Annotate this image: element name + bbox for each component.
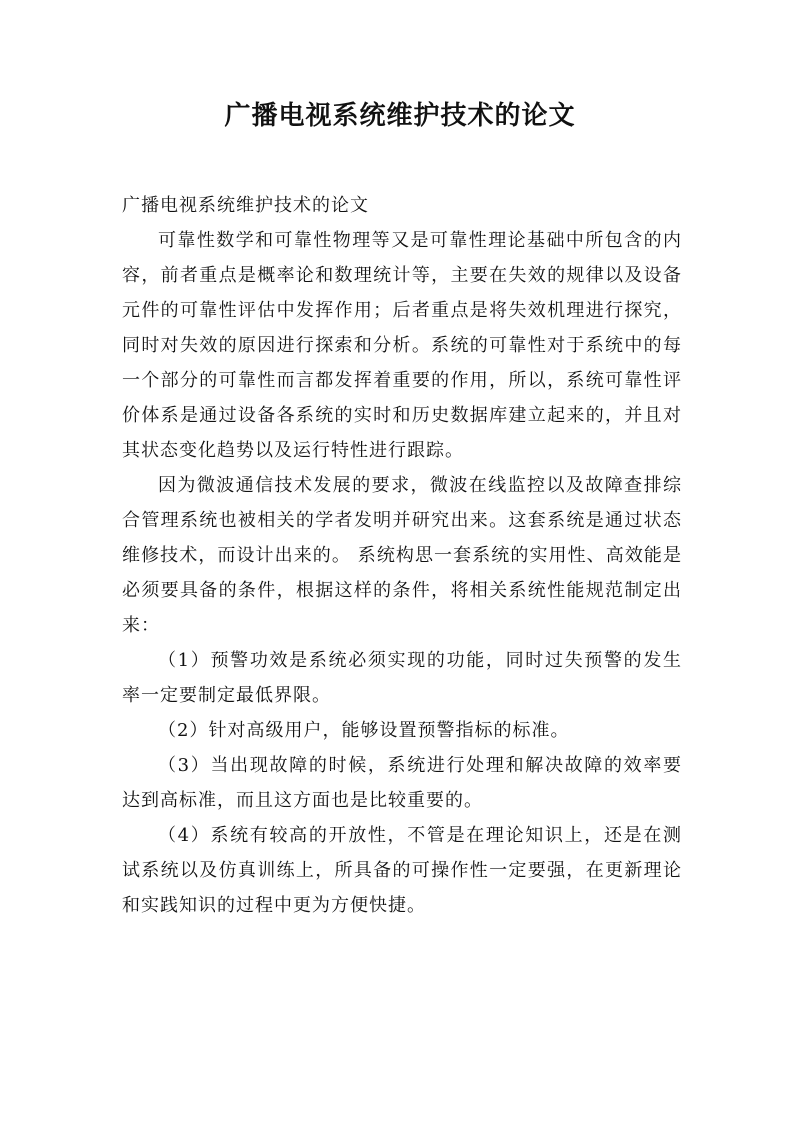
document-title: 广播电视系统维护技术的论文 — [224, 101, 576, 131]
list-item-3: （3）当出现故障的时候，系统进行处理和解决故障的效率要达到高标准，而且这方面也是比较重要的。 — [122, 755, 682, 811]
document-body — [122, 188, 682, 923]
list-item-1: （1）预警功效是系统必须实现的功能，同时过失预警的发生率一定要制定最低界限。 — [122, 650, 682, 706]
list-item-4: （4）系统有较高的开放性，不管是在理论知识上，还是在测试系统以及仿真训练上，所具备的可操作性一定要强，在更新理论和实践知识的过程中更为方便快捷。 — [122, 825, 682, 916]
list-item-2: （2）针对高级用户，能够设置预警指标的标准。 — [158, 720, 570, 741]
paragraph-1: 可靠性数学和可靠性物理等又是可靠性理论基础中所包含的内容，前者重点是概率论和数理统计等，主要在失效的规律以及设备元件的可靠性评估中发挥作用；后者重点是将失效机理进行探究，同时对失效的原因进行探索和分析。系统的可靠性对于系统中的每一个部分的可靠性而言都发挥着重要的作用，所以，系统可靠性评价体系是通过设备各系统的实时和历史数据库建立起来的，并且对其状态变化趋势以及运行特性进行跟踪。 — [122, 230, 682, 461]
paragraph-2: 因为微波通信技术发展的要求，微波在线监控以及故障查排综合管理系统也被相关的学者发明并研究出来。这套系统是通过状态维修技术，而设计出来的。 系统构思一套系统的实用性、高效能是必须要具备的条件，根据这样的条件，将相关系统性能规范制定出来： — [122, 475, 682, 636]
subtitle-line: 广播电视系统维护技术的论文 — [122, 195, 369, 216]
